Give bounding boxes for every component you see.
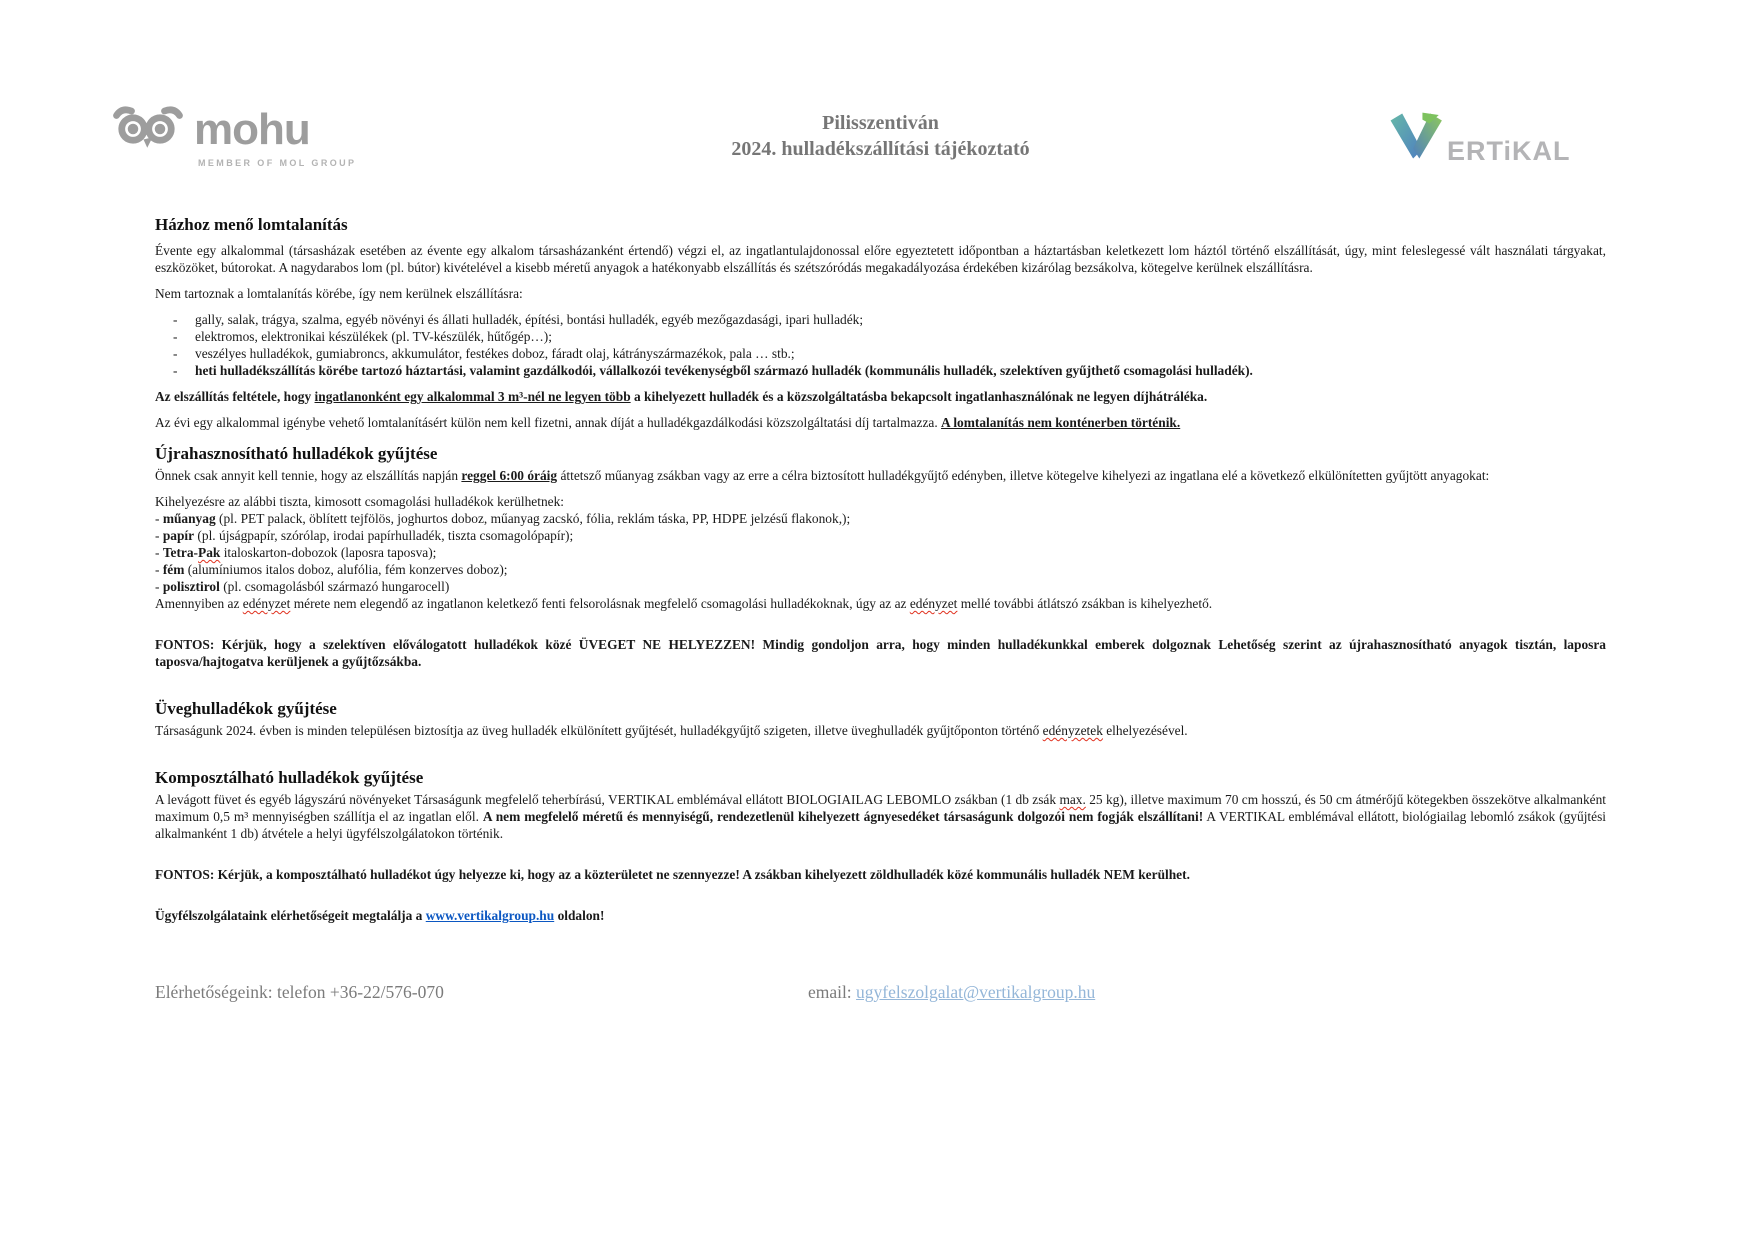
paragraph-line (155, 493, 1606, 510)
text-segment: A lomtalanítás nem konténerben történik. (941, 415, 1181, 430)
text-segment: Ügyfélszolgálataink elérhetőségeit megtalálja a (155, 908, 426, 923)
text-segment: polisztirol (162, 579, 220, 594)
vertikal-logo (1389, 110, 1604, 167)
text-segment: (pl. PET palack, öblített tejfölös, joghurtos doboz, műanyag zacskó, fólia, reklám táska, PP, HDPE jelzésű flakonok,); (215, 511, 851, 526)
paragraph (155, 414, 1606, 431)
text-segment: Amennyiben az (155, 596, 243, 611)
paragraph (155, 722, 1606, 739)
text-segment: (alumíniumos italos doboz, alufólia, fém konzerves doboz); (184, 562, 508, 577)
list-item (155, 311, 1606, 328)
text-segment: a kihelyezett hulladék és a közszolgáltatásba bekapcsolt ingatlanhasználónak ne legyen díjhátráléka. (630, 389, 1208, 404)
text-segment: Az évi egy alkalommal igénybe vehető lomtalanításért külön nem kell fizetni, annak díját a hulladékgazdálkodási közszolgáltatási díj tartalmazza. (155, 415, 942, 430)
paragraph-line (155, 510, 1606, 527)
document-body (155, 216, 1606, 924)
paragraph (155, 791, 1606, 842)
text-segment: Pak (198, 545, 221, 560)
bullet-list (155, 311, 1606, 379)
mohu-wordmark: mohu (194, 105, 310, 154)
footer-email-link[interactable]: ugyfelszolgalat@vertikalgroup.hu (856, 982, 1096, 1002)
text-segment: veszélyes hulladékok, gumiabroncs, akkumulátor, festékes doboz, fáradt olaj, kátrányszármazékok, pala … stb.; (195, 346, 795, 361)
paragraph-line (155, 544, 1606, 561)
text-segment: A nem megfelelő méretű és mennyiségű, rendezetlenül kihelyezett ágnyesedéket társaságunk dolgozói nem fogják elszállítani! (482, 809, 1204, 824)
text-segment: Az elszállítás feltétele, hogy (155, 389, 315, 404)
text-segment: papír (162, 528, 195, 543)
paragraph (155, 388, 1606, 405)
list-item-text (195, 311, 863, 328)
text-segment: fém (162, 562, 185, 577)
paragraph-line (155, 578, 1606, 595)
list-dash: - (173, 346, 178, 361)
list-dash: - (173, 329, 178, 344)
text-segment: - (155, 579, 163, 594)
list-item-text (195, 362, 1253, 379)
text-segment: Tetra- (162, 545, 199, 560)
mohu-tagline: MEMBER OF MOL GROUP (198, 158, 357, 168)
footer-email-label: email: (807, 982, 857, 1002)
text-segment: Kihelyezésre az alábbi tiszta, kimosott csomagolási hulladékok kerülhetnek: (155, 494, 565, 509)
text-segment: (pl. újságpapír, szórólap, irodai papírhulladék, tiszta csomagolópapír); (194, 528, 574, 543)
text-segment: edényzet (909, 596, 958, 611)
inline-link[interactable]: www.vertikalgroup.hu (425, 908, 555, 923)
text-segment: mellé további átlátszó zsákban is kihelyezhető. (957, 596, 1213, 611)
mohu-owl-icon (112, 104, 184, 156)
text-segment: edényzet (242, 596, 291, 611)
list-item-text (195, 345, 795, 362)
text-segment: Önnek csak annyit kell tennie, hogy az elszállítás napján (155, 468, 462, 483)
list-item-text (195, 328, 552, 345)
vertikal-v-icon (1389, 110, 1445, 167)
section-heading: Újrahasznosítható hulladékok gyűjtése (155, 444, 438, 463)
text-segment: max. (1059, 792, 1086, 807)
text-segment: áttetsző műanyag zsákban vagy az erre a célra biztosított hulladékgyűjtő edényben, illetve kötegelve kihelyezi az ingatlana elé a következő elkülönítetten gyűjtött anyagokat: (557, 468, 1490, 483)
text-segment: reggel 6:00 óráig (461, 468, 558, 483)
text-segment: mérete nem elegendő az ingatlanon keletkező fenti felsorolásnak megfelelő csomagolási hulladékoknak, úgy az az (290, 596, 910, 611)
text-segment: - (155, 528, 163, 543)
page-title-line2: 2024. hulladékszállítási tájékoztató (731, 138, 1030, 160)
list-dash: - (173, 312, 178, 327)
paragraph (155, 907, 1606, 924)
text-segment: ingatlanonként egy alkalommal 3 m³-nél ne legyen több (314, 389, 631, 404)
text-segment: - (155, 545, 163, 560)
list-item (155, 328, 1606, 345)
section-heading: Házhoz menő lomtalanítás (155, 215, 348, 234)
paragraph-line (155, 527, 1606, 544)
paragraph (155, 242, 1606, 276)
text-segment: A levágott füvet és egyéb lágyszárú növényeket Társaságunk megfelelő teherbírású, VERTIKAL emblémával ellátott BIOLOGIAILAG LEBOMLO zsákban (1 db zsák (155, 792, 1060, 807)
vertikal-wordmark: ERTiKAL (1447, 136, 1571, 166)
list-item (155, 345, 1606, 362)
paragraph (155, 866, 1606, 883)
text-segment: oldalon! (554, 908, 605, 923)
text-segment: FONTOS: Kérjük, a komposztálható hulladékot úgy helyezze ki, hogy az a közterületet ne szennyezze! A zsákban kihelyezett zöldhulladék közé kommunális hulladék NEM kerülhet. (155, 867, 1190, 882)
section-heading: Üveghulladékok gyűjtése (155, 699, 337, 718)
text-segment: műanyag (162, 511, 216, 526)
list-item (155, 362, 1606, 379)
text-segment: elektromos, elektronikai készülékek (pl. TV-készülék, hűtőgép…); (195, 329, 552, 344)
text-segment: A VERTIKAL emblémával ellátott, biológiailag lebomló zsákok (gyűjtési alkalmanként 1 db) átvétele a helyi ügyfélszolgálatokon történik. (155, 809, 1607, 841)
text-segment: edényzetek (1042, 723, 1103, 738)
text-segment: (pl. csomagolásból származó hungarocell) (219, 579, 450, 594)
text-segment: 25 kg), illetve maximum 70 cm hosszú, és 50 cm átmérőjű kötegekben összekötve alkalmanként maximum 0,5 m³ mennyiségben szállítja el az ingatlan elől. (155, 792, 1607, 824)
text-segment: Társaságunk 2024. évben is minden településen biztosítja az üveg hulladék elkülönített gyűjtését, hulladékgyűjtő szigeten, illetve üveghulladék gyűjtőponton történő (155, 723, 1043, 738)
paragraph (155, 636, 1606, 670)
text-segment: FONTOS: Kérjük, hogy a szelektíven előválogatott hulladékok közé ÜVEGET NE HELYEZZEN! Mindig gondoljon arra, hogy minden hulladékunkkal emberek dolgoznak Lehetőség szerint az újrahasznosítható anyagok tisztán, laposra taposva/hajtogatva kerüljenek a gyűjtőzsákba. (155, 637, 1606, 669)
page-title (372, 110, 1389, 162)
section-heading: Komposztálható hulladékok gyűjtése (155, 768, 424, 787)
paragraph-line (155, 595, 1606, 612)
text-segment: heti hulladékszállítás körébe tartozó háztartási, valamint gazdálkodói, vállalkozói tevékenységből származó hulladék (kommunális hulladék, szelektíven gyűjthető csomagolási hulladék). (195, 363, 1253, 378)
text-segment: elhelyezésével. (1102, 723, 1188, 738)
mohu-logo (112, 104, 372, 168)
paragraph (155, 285, 1606, 302)
header (0, 0, 1754, 168)
text-segment: - (155, 562, 163, 577)
paragraph (155, 493, 1606, 612)
paragraph (155, 467, 1606, 484)
text-segment: - (155, 511, 163, 526)
text-segment: italoskarton-dobozok (laposra taposva); (220, 545, 437, 560)
paragraph-line (155, 561, 1606, 578)
page-title-line1: Pilisszentiván (822, 112, 939, 134)
text-segment: Évente egy alkalommal (társasházak esetében az évente egy alkalom társasházanként értendő) végzi el, az ingatlantulajdonossal előre egyeztetett időpontban a háztartásban keletkezett lom háztól történő elszállítását, úgy, mint feleslegessé vált használati tárgyakat, eszközöket, bútorokat. A nagydarabos lom (pl. bútor) kivételével a kisebb méretű anyagok a hatékonyabb elszállítás és szétszóródás megakadályozása érdekében kizárólag bezsákolva, kötegelve kerülnek elszállításra. (155, 243, 1606, 275)
list-dash: - (173, 363, 178, 378)
footer-phone: Elérhetőségeink: telefon +36-22/576-070 (155, 982, 444, 1002)
footer (155, 982, 1606, 1003)
text-segment: Nem tartoznak a lomtalanítás körébe, így nem kerülnek elszállításra: (155, 286, 523, 301)
footer-email (808, 982, 1095, 1003)
text-segment: gally, salak, trágya, szalma, egyéb növényi és állati hulladék, építési, bontási hulladék, egyéb mezőgazdasági, ipari hulladék; (195, 312, 864, 327)
